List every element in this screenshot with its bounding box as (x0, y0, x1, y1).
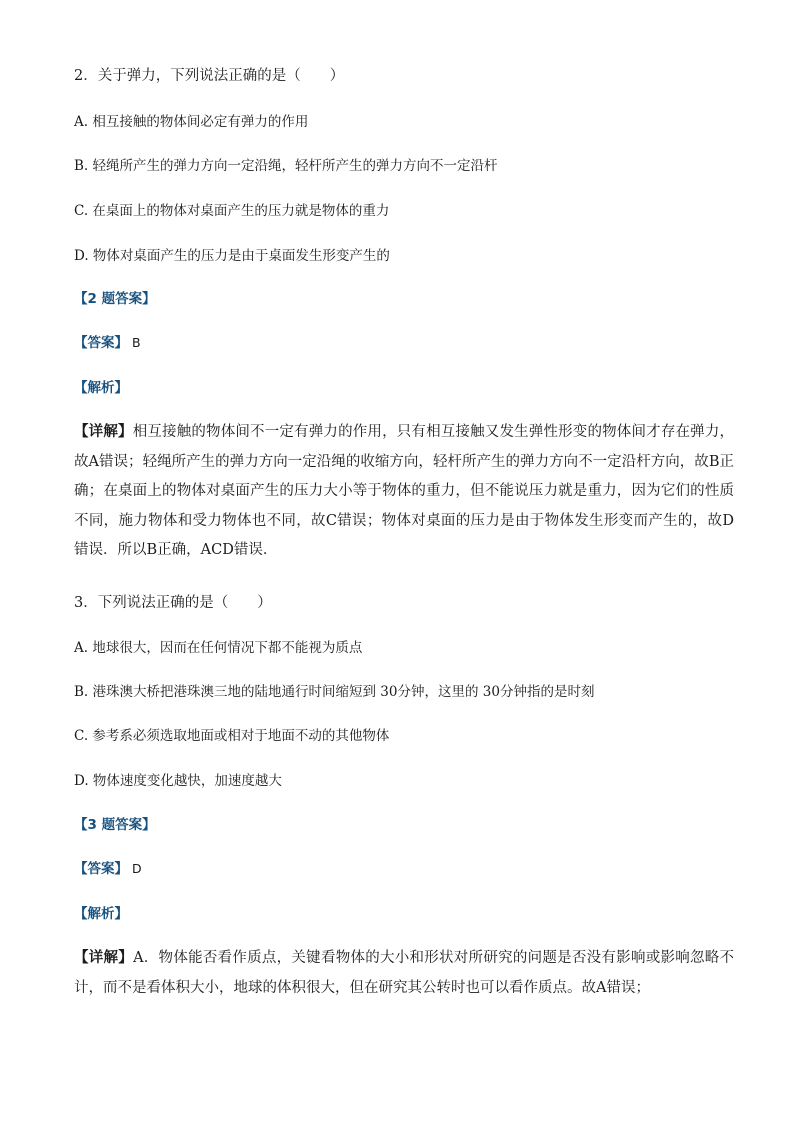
question-3-answer (74, 859, 142, 879)
question-2-option-b: B. 轻绳所产生的弹力方向一定沿绳，轻杆所产生的弹力方向不一定沿杆 (74, 158, 498, 174)
question-3-detail (74, 944, 734, 1003)
question-3-answer-heading: 【3 题答案】 (74, 817, 156, 833)
detail-text: 相互接触的物体间不一定有弹力的作用，只有相互接触又发生弹性形变的物体间才存在弹力，故A错误；轻绳所产生的弹力方向一定沿绳的收缩方向，轻杆所产生的弹力方向不一定沿杆方向，故B正确；在桌面上的物体对桌面产生的压力大小等于物体的重力，但不能说压力就是重力，因为它们的性质不同，施力物体和受力物体也不同，故C错误；物体对桌面的压力是由于物体发生形变而产生的，故D错误．所以B正确，ACD错误． (74, 424, 735, 558)
question-2-option-d: D. 物体对桌面产生的压力是由于桌面发生形变产生的 (74, 248, 390, 264)
detail-text: A．物体能否看作质点，关键看物体的大小和形状对所研究的问题是否没有影响或影响忽略不计，而不是看体积大小，地球的体积很大，但在研究其公转时也可以看作质点。故A错误； (74, 950, 735, 996)
question-2-option-c: C. 在桌面上的物体对桌面产生的压力就是物体的重力 (74, 203, 390, 219)
answer-value: D (132, 861, 142, 876)
question-2-stem: 2．关于弹力，下列说法正确的是（ ） (74, 68, 345, 84)
answer-value: B (132, 335, 141, 350)
question-2-answer (74, 333, 141, 353)
question-3-analysis-label: 【解析】 (74, 906, 128, 922)
detail-label: 【详解】 (74, 424, 133, 440)
detail-label: 【详解】 (74, 950, 134, 966)
question-3-option-d: D. 物体速度变化越快，加速度越大 (74, 773, 282, 789)
question-2-option-a: A. 相互接触的物体间必定有弹力的作用 (74, 114, 309, 130)
question-3-option-b: B. 港珠澳大桥把港珠澳三地的陆地通行时间缩短到 30分钟，这里的 30分钟指的是时刻 (74, 684, 595, 700)
question-2-detail (74, 418, 734, 566)
question-2-answer-heading: 【2 题答案】 (74, 291, 156, 307)
answer-label: 【答案】 (74, 335, 128, 351)
question-3-option-c: C. 参考系必须选取地面或相对于地面不动的其他物体 (74, 728, 390, 744)
question-3-option-a: A. 地球很大，因而在任何情况下都不能视为质点 (74, 640, 363, 656)
question-2-analysis-label: 【解析】 (74, 380, 128, 396)
answer-label: 【答案】 (74, 861, 128, 877)
question-3-stem: 3．下列说法正确的是（ ） (74, 595, 272, 611)
